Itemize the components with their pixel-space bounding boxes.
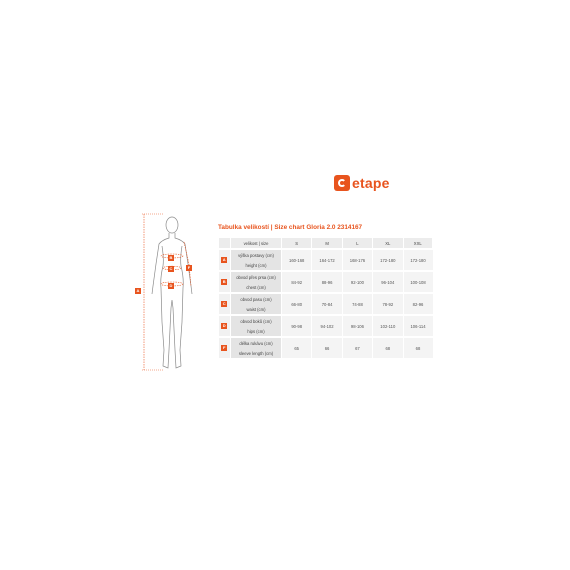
cell: 82-96 [403, 293, 433, 315]
figure-mark-d: D [169, 283, 173, 288]
cell: 66 [312, 337, 342, 358]
mark-badge: F [223, 345, 226, 350]
figure-mark-b: B [169, 255, 173, 260]
etape-logo-icon [334, 175, 350, 191]
cell: 84-92 [282, 271, 312, 293]
row-label: obvod pasu (cm) [231, 293, 282, 304]
figure-mark-f: F [187, 265, 191, 270]
row-label: výška postavy (cm) [231, 249, 282, 260]
body-measurement-figure [134, 212, 210, 372]
cell: 65 [282, 337, 312, 358]
size-l: L [342, 238, 372, 250]
cell: 94-102 [312, 315, 342, 337]
cell: 172-180 [373, 249, 403, 271]
cell: 164-172 [312, 249, 342, 271]
row-label: hips (cm) [231, 326, 282, 337]
size-xl: XL [373, 238, 403, 250]
cell: 106-114 [403, 315, 433, 337]
cell: 90-98 [282, 315, 312, 337]
cell: 88-96 [312, 271, 342, 293]
figure-mark-a: A [136, 288, 140, 293]
cell: 172-180 [403, 249, 433, 271]
mark-badge: A [222, 257, 226, 262]
header-label: velikost | size [231, 238, 282, 250]
brand-logo [334, 174, 390, 192]
mark-badge: D [222, 323, 226, 328]
cell: 68 [403, 337, 433, 358]
row-label: height (cm) [231, 260, 282, 271]
table-row [219, 315, 433, 326]
header-mark-cell [219, 238, 231, 250]
cell: 92-100 [342, 271, 372, 293]
cell: 66-80 [282, 293, 312, 315]
cell: 102-110 [373, 315, 403, 337]
table-row [219, 249, 433, 260]
row-mark [219, 337, 231, 358]
size-m: M [312, 238, 342, 250]
cell: 70-84 [312, 293, 342, 315]
size-table [218, 237, 433, 358]
row-label: sleeve length (cm) [231, 348, 282, 358]
brand-name: etape [352, 175, 390, 191]
row-mark [219, 271, 231, 293]
table-row [219, 337, 433, 348]
cell: 74-88 [342, 293, 372, 315]
cell: 96-104 [373, 271, 403, 293]
cell: 78-92 [373, 293, 403, 315]
table-row [219, 293, 433, 304]
row-mark [219, 293, 231, 315]
row-label: waist (cm) [231, 304, 282, 315]
cell: 68 [373, 337, 403, 358]
cell: 98-106 [342, 315, 372, 337]
row-mark [219, 315, 231, 337]
cell: 100-108 [403, 271, 433, 293]
size-xxl: XXL [403, 238, 433, 250]
table-row [219, 271, 433, 282]
cell: 168-176 [342, 249, 372, 271]
size-chart-title: Tabulka velikostí | Size chart Gloria 2.0 2314167 [218, 224, 363, 231]
row-label: obvod přes prsa (cm) [231, 271, 282, 282]
row-mark [219, 249, 231, 271]
size-header-row [219, 238, 433, 250]
mark-badge: B [222, 279, 226, 284]
size-s: S [282, 238, 312, 250]
cell: 67 [342, 337, 372, 358]
mark-badge: C [222, 301, 226, 306]
row-label: obvod boků (cm) [231, 315, 282, 326]
cell: 160-168 [282, 249, 312, 271]
row-label: chest (cm) [231, 282, 282, 293]
row-label: délka rukávu (cm) [231, 337, 282, 348]
figure-mark-c: C [169, 266, 173, 271]
